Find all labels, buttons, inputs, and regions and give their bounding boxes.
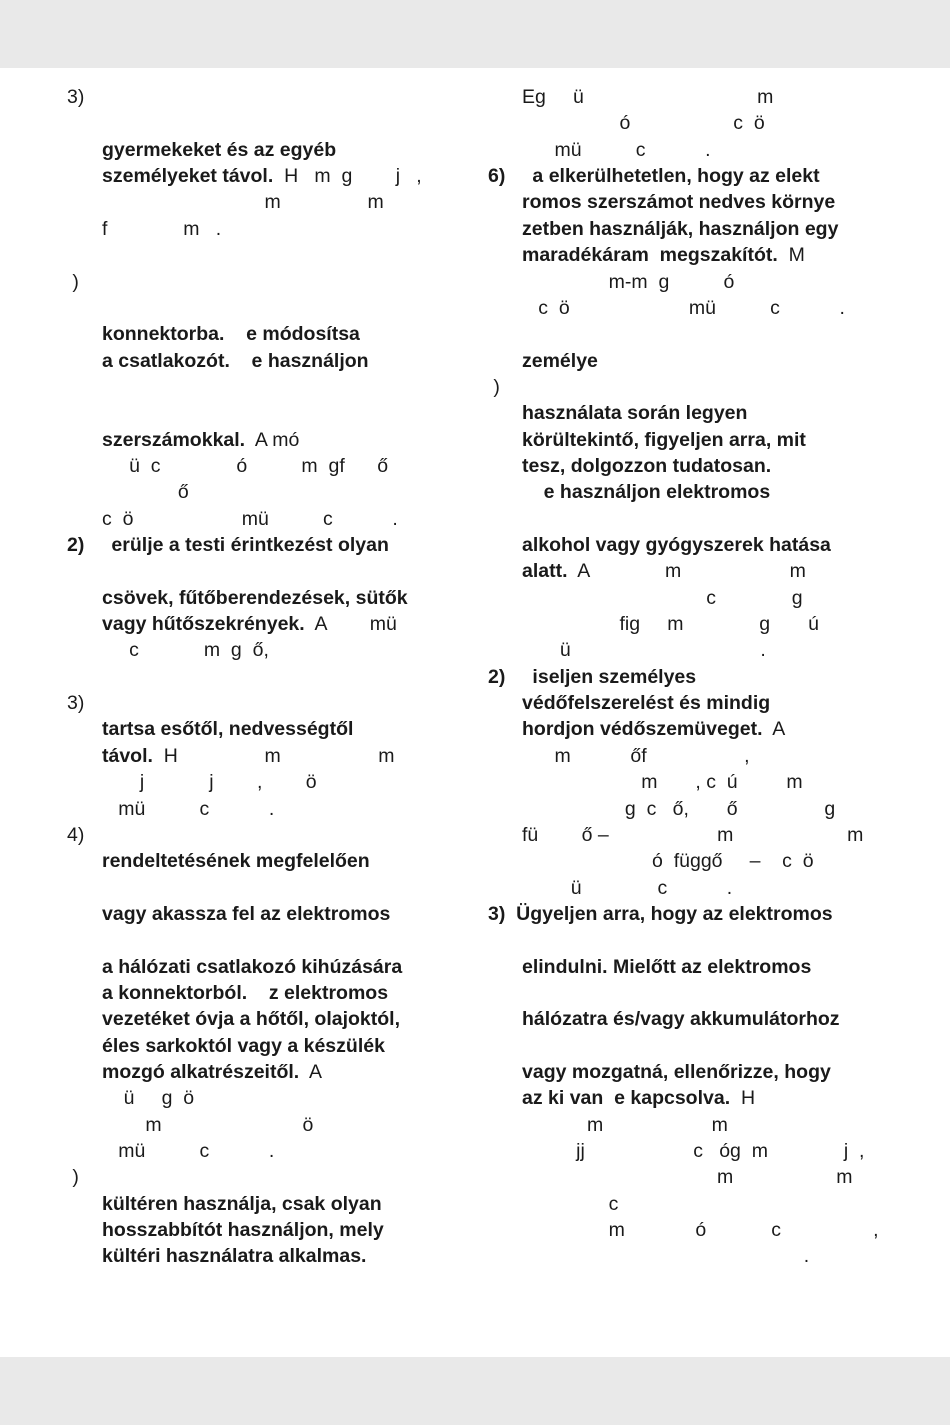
text-line xyxy=(102,796,274,822)
text-segment: H m m xyxy=(152,744,395,767)
text-segment: maradékáram megszakítót. xyxy=(522,244,778,267)
text-segment: 4) xyxy=(67,823,85,846)
text-segment: éles sarkoktól vagy a készülék xyxy=(102,1034,385,1057)
text-segment: m ö xyxy=(102,1113,314,1136)
text-line xyxy=(102,769,317,795)
text-segment: ó függő – c ö xyxy=(522,850,814,873)
text-segment: . xyxy=(522,1245,810,1268)
text-segment: vagy mozgatná, ellenőrizze, hogy xyxy=(522,1061,831,1083)
text-line xyxy=(522,558,806,584)
text-line xyxy=(102,137,336,163)
text-segment: 3) xyxy=(67,692,85,715)
text-line xyxy=(102,954,402,980)
text-line xyxy=(102,506,398,532)
text-segment: m őf , xyxy=(522,744,750,767)
text-segment: e használjon elektromos xyxy=(522,481,771,504)
text-segment: ü c . xyxy=(522,876,733,899)
text-line xyxy=(102,585,408,611)
text-segment: M xyxy=(777,244,805,267)
text-line xyxy=(522,1006,840,1032)
text-segment: a konnektorból. z elektromos xyxy=(102,981,389,1004)
text-line xyxy=(102,848,370,874)
text-line xyxy=(522,822,863,848)
text-line xyxy=(102,163,422,189)
text-segment: ü g ö xyxy=(102,1087,195,1110)
text-segment: távol. xyxy=(102,744,153,767)
text-segment: kültéri használatra alkalmas. xyxy=(102,1245,367,1268)
text-line xyxy=(522,796,835,822)
text-line xyxy=(522,453,771,479)
text-segment: ü c ó m gf ő xyxy=(102,454,389,477)
text-segment: hosszabbítót használjon, mely xyxy=(102,1219,384,1241)
text-line xyxy=(102,1112,313,1138)
text-segment: vagy akassza fel az elektromos xyxy=(102,902,391,925)
text-line xyxy=(102,1085,194,1111)
text-line xyxy=(67,269,79,295)
text-line xyxy=(522,637,766,663)
text-line xyxy=(522,84,773,110)
text-line xyxy=(488,163,820,189)
text-line xyxy=(102,321,360,347)
text-line xyxy=(102,716,353,742)
text-segment: hordjon védőszemüveget. xyxy=(522,718,763,741)
text-segment: tesz, dolgozzon tudatosan. xyxy=(522,454,772,477)
text-segment: ő xyxy=(102,481,189,504)
text-line xyxy=(102,1059,322,1085)
text-segment: fü ő – m m xyxy=(522,823,864,846)
text-segment: mü c . xyxy=(102,1140,275,1162)
text-segment: védőfelszerelést és mindig xyxy=(522,692,771,715)
text-line xyxy=(102,348,369,374)
text-line xyxy=(102,216,221,242)
text-segment: jj c óg m j , xyxy=(522,1140,865,1162)
text-line xyxy=(522,690,770,716)
text-line xyxy=(67,84,84,110)
text-line xyxy=(522,769,803,795)
text-segment: fig m g ú xyxy=(522,613,819,635)
text-segment: mü c . xyxy=(102,797,275,820)
text-segment: romos szerszámot nedves környe xyxy=(522,191,836,214)
text-line xyxy=(67,1164,79,1190)
text-line xyxy=(522,611,819,637)
text-segment: vezetéket óvja a hőtől, olajoktól, xyxy=(102,1008,400,1031)
text-line xyxy=(102,479,189,505)
text-line xyxy=(102,901,390,927)
text-line xyxy=(522,400,747,426)
text-line xyxy=(67,690,84,716)
text-line xyxy=(522,1164,852,1190)
text-segment: gyermekeket és az egyéb xyxy=(102,138,337,161)
text-line xyxy=(522,585,803,611)
text-line xyxy=(102,743,395,769)
text-line xyxy=(102,453,388,479)
text-line xyxy=(102,427,299,453)
text-line xyxy=(522,110,765,136)
text-segment: csövek, fűtőberendezések, sütők xyxy=(102,586,408,609)
text-segment: m-m g ó xyxy=(522,270,735,293)
text-segment: m m xyxy=(522,1113,728,1136)
text-segment: mü c . xyxy=(522,138,711,161)
text-line xyxy=(102,637,269,663)
text-segment: A mó xyxy=(245,428,300,451)
text-segment: kültéren használja, csak olyan xyxy=(102,1192,382,1215)
text-line xyxy=(522,875,732,901)
text-segment: tartsa esőtől, nedvességtől xyxy=(102,718,354,741)
text-line xyxy=(102,1191,382,1217)
text-segment: elindulni. Mielőtt az elektromos xyxy=(522,955,812,978)
text-segment: az ki van e kapcsolva. xyxy=(522,1087,731,1110)
text-line xyxy=(488,901,833,927)
text-segment: ) xyxy=(67,1166,79,1189)
text-line xyxy=(102,1138,274,1164)
text-segment: a csatlakozót. e használjon xyxy=(102,349,369,372)
text-segment: személyeket távol. xyxy=(102,165,274,188)
text-line xyxy=(522,216,838,242)
text-segment: m ó c , xyxy=(522,1219,879,1241)
text-segment: 3) Ügyeljen arra, hogy az elektromos xyxy=(488,902,833,925)
text-line xyxy=(102,611,397,637)
text-line xyxy=(522,1059,831,1085)
bottom-gray-band xyxy=(0,1357,950,1425)
text-segment: 6) a elkerülhetetlen, hogy az elekt xyxy=(488,165,820,188)
text-segment: vagy hűtőszekrények. xyxy=(102,613,305,635)
text-line xyxy=(522,532,831,558)
text-segment: 2) erülje a testi érintkezést olyan xyxy=(67,534,389,556)
text-line xyxy=(488,374,500,400)
text-segment: c ö mü c . xyxy=(522,296,845,319)
text-segment: hálózatra és/vagy akkumulátorhoz xyxy=(522,1008,840,1031)
text-line xyxy=(522,743,750,769)
text-line xyxy=(67,532,389,558)
text-segment: Eg ü m xyxy=(522,86,774,108)
text-line xyxy=(102,980,388,1006)
text-segment: f m . xyxy=(102,217,222,240)
text-segment: A m m xyxy=(567,560,806,583)
text-segment: m m xyxy=(102,191,384,214)
text-line xyxy=(522,348,598,374)
text-line xyxy=(522,1112,728,1138)
text-line xyxy=(102,1033,385,1059)
text-segment: szerszámokkal. xyxy=(102,428,246,451)
text-segment: zemélye xyxy=(522,349,598,372)
text-segment: ) xyxy=(67,270,79,293)
text-line xyxy=(522,716,785,742)
text-segment: m m xyxy=(522,1166,853,1189)
text-line xyxy=(522,1085,755,1111)
text-segment: 2) iseljen személyes xyxy=(488,665,697,688)
text-line xyxy=(522,848,814,874)
text-segment: H xyxy=(730,1087,756,1110)
text-segment: alatt. xyxy=(522,560,568,583)
text-segment: ) xyxy=(488,375,500,398)
text-line xyxy=(67,822,84,848)
top-gray-band xyxy=(0,0,950,68)
text-segment: ó c ö xyxy=(522,112,765,135)
text-line xyxy=(522,1191,618,1217)
text-line xyxy=(522,1243,809,1269)
text-segment: H m g j , xyxy=(273,165,422,188)
text-line xyxy=(522,954,811,980)
text-segment: ü . xyxy=(522,639,766,662)
text-segment: A xyxy=(762,718,786,741)
text-line xyxy=(488,664,696,690)
text-segment: alkohol vagy gyógyszerek hatása xyxy=(522,534,831,556)
text-line xyxy=(102,189,384,215)
text-line xyxy=(522,137,711,163)
text-segment: mozgó alkatrészeitől. xyxy=(102,1061,300,1083)
text-line xyxy=(522,427,806,453)
text-line xyxy=(522,269,734,295)
text-line xyxy=(102,1006,400,1032)
text-segment: A mü xyxy=(304,613,397,635)
text-line xyxy=(522,189,835,215)
text-segment: c xyxy=(522,1192,619,1215)
text-line xyxy=(522,479,770,505)
text-segment: j j , ö xyxy=(102,771,317,794)
text-segment: zetben használják, használjon egy xyxy=(522,217,839,240)
text-segment: rendeltetésének megfelelően xyxy=(102,850,370,873)
text-segment: c g xyxy=(522,586,803,609)
text-line xyxy=(102,1217,384,1243)
text-segment: konnektorba. e módosítsa xyxy=(102,323,360,346)
text-segment: g c ő, ő g xyxy=(522,797,836,820)
text-segment: c ö mü c . xyxy=(102,507,398,530)
text-segment: A xyxy=(299,1061,322,1083)
text-line xyxy=(522,1138,864,1164)
text-segment: 3) xyxy=(67,86,85,108)
text-segment: c m g ő, xyxy=(102,639,269,662)
text-segment: körültekintő, figyeljen arra, mit xyxy=(522,428,806,451)
text-line xyxy=(522,242,805,268)
text-segment: a hálózati csatlakozó kihúzására xyxy=(102,955,403,978)
text-segment: használata során legyen xyxy=(522,402,748,425)
text-line xyxy=(522,1217,878,1243)
text-line xyxy=(522,295,845,321)
text-segment: m , c ú m xyxy=(522,771,803,794)
text-line xyxy=(102,1243,366,1269)
